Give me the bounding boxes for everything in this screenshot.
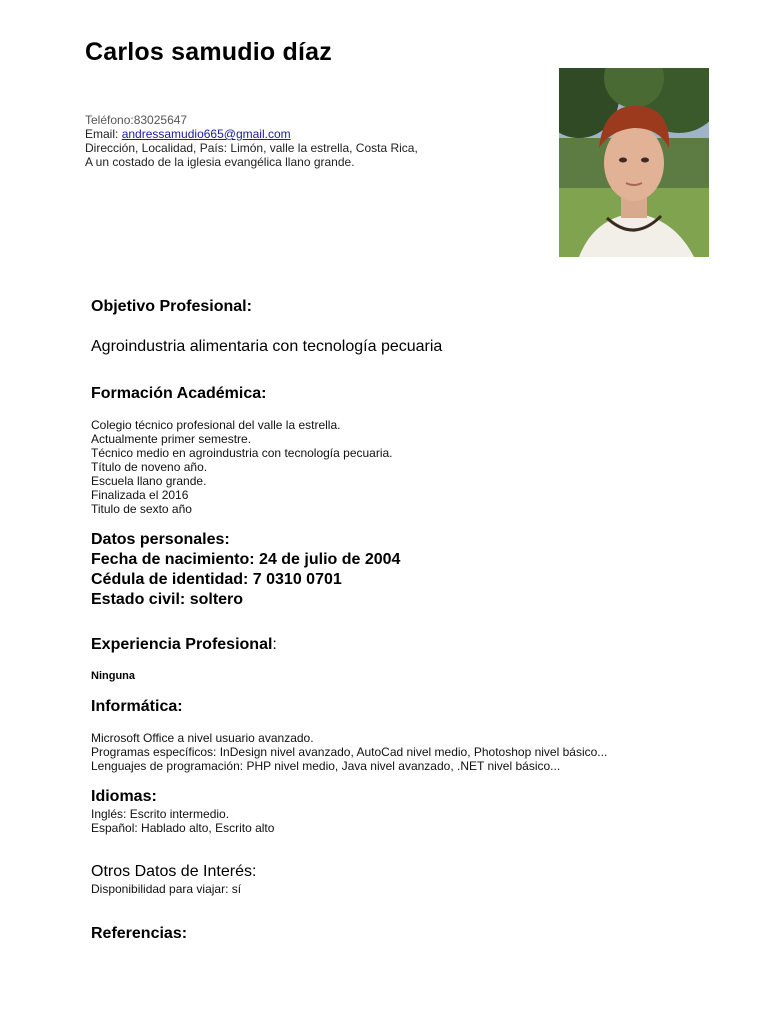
experience-text: Ninguna — [91, 670, 135, 682]
address-line-1: Dirección, Localidad, País: Limón, valle la estrella, Costa Rica, — [85, 141, 418, 155]
education-line: Finalizada el 2016 — [91, 488, 189, 502]
computing-heading: Informática: — [91, 698, 183, 715]
phone-text: Teléfono:83025647 — [85, 113, 188, 127]
email-link[interactable]: andressamudio665@gmail.com — [121, 127, 291, 141]
education-list — [91, 418, 393, 516]
education-line: Actualmente primer semestre. — [91, 432, 252, 446]
personal-heading: Datos personales: — [91, 531, 230, 548]
personal-birth: Fecha de nacimiento: 24 de julio de 2004 — [91, 551, 401, 568]
email-line — [85, 127, 418, 141]
education-line: Colegio técnico profesional del valle la estrella. — [91, 418, 341, 432]
other-text: Disponibilidad para viajar: sí — [91, 882, 242, 896]
language-line: Español: Hablado alto, Escrito alto — [91, 821, 275, 835]
languages-heading: Idiomas: — [91, 788, 157, 805]
objective-text: Agroindustria alimentaria con tecnología pecuaria — [91, 338, 443, 355]
languages-list — [91, 807, 274, 835]
contact-block — [85, 113, 418, 169]
education-line: Título de noveno año. — [91, 460, 208, 474]
personal-id: Cédula de identidad: 7 0310 0701 — [91, 571, 342, 588]
objective-heading: Objetivo Profesional: — [91, 298, 252, 315]
language-line: Inglés: Escrito intermedio. — [91, 807, 230, 821]
computing-line: Microsoft Office a nivel usuario avanzado. — [91, 731, 314, 745]
experience-heading — [91, 636, 277, 654]
other-heading: Otros Datos de Interés: — [91, 863, 257, 880]
education-line: Técnico medio en agroindustria con tecnología pecuaria. — [91, 446, 393, 460]
address-line-2: A un costado de la iglesia evangélica llano grande. — [85, 155, 355, 169]
email-label: Email: — [85, 127, 122, 141]
experience-heading-text: Experiencia Profesional — [91, 636, 273, 653]
personal-civil: Estado civil: soltero — [91, 591, 244, 608]
computing-line: Lenguajes de programación: PHP nivel medio, Java nivel avanzado, .NET nivel básico... — [91, 759, 561, 773]
references-heading: Referencias: — [91, 925, 188, 942]
resume-name: Carlos samudio díaz — [85, 38, 332, 66]
profile-photo — [559, 68, 709, 257]
experience-heading-colon: : — [272, 636, 277, 653]
computing-list — [91, 731, 607, 773]
computing-line: Programas específicos: InDesign nivel avanzado, AutoCad nivel medio, Photoshop nivel básico... — [91, 745, 608, 759]
education-line: Escuela llano grande. — [91, 474, 207, 488]
education-line: Titulo de sexto año — [91, 502, 192, 516]
education-heading: Formación Académica: — [91, 385, 267, 402]
